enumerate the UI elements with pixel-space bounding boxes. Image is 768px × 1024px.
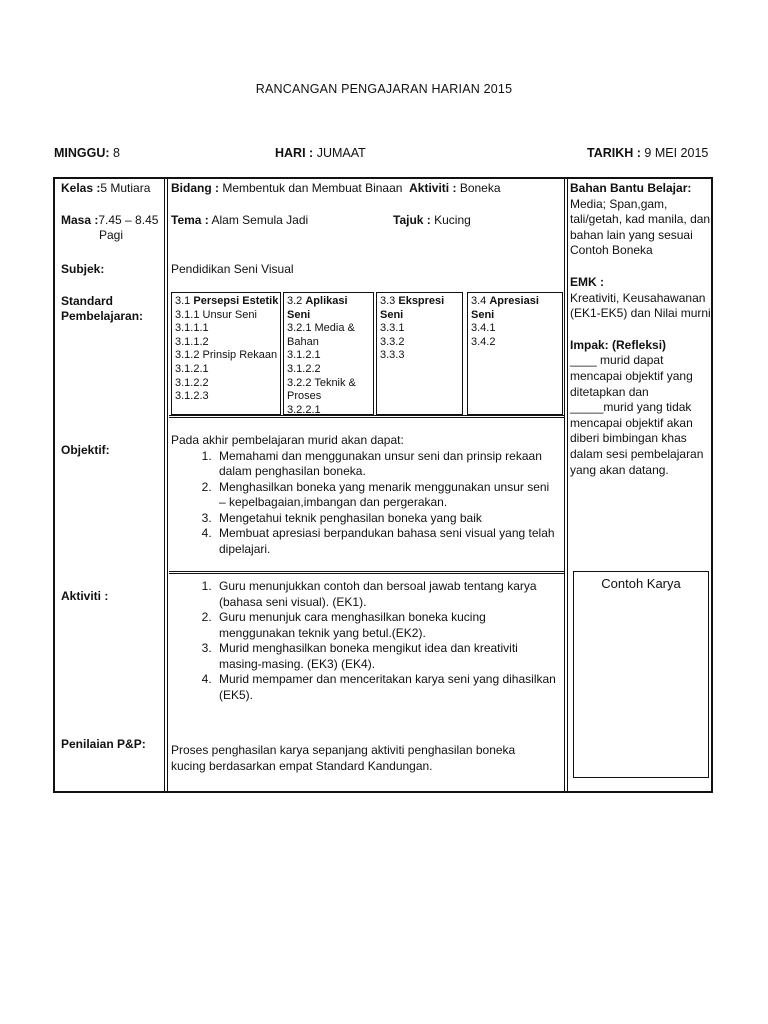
standard-column-aplikasi — [283, 292, 374, 415]
bidang-row — [171, 181, 501, 197]
row-divider — [169, 571, 565, 574]
tajuk-row — [393, 213, 471, 229]
standard-item: 3.3.3 — [380, 349, 405, 362]
hari-label: HARI : — [275, 146, 314, 160]
standard-item: 3.1.2.2 — [287, 362, 321, 375]
standard-label-line1: Standard — [61, 294, 114, 308]
page-title: RANCANGAN PENGAJARAN HARIAN 2015 — [255, 82, 513, 96]
bidang-value: Membentuk dan Membuat Binaan — [222, 181, 403, 195]
masa-value: 7.45 – 8.45 — [98, 213, 159, 227]
bahan-text: Media; Span,gam, tali/getah, kad manila, dan bahan lain yang sesuai Contoh Boneka — [570, 196, 711, 258]
tema-value: Alam Semula Jadi — [211, 213, 309, 227]
standard-heading: 3.3 Ekspresi — [380, 295, 445, 307]
objektif-list — [171, 449, 559, 558]
minggu-value: 8 — [113, 146, 120, 160]
standard-item: 3.4.1 — [471, 322, 496, 335]
lesson-plan-table — [53, 177, 713, 793]
standard-item: 3.2.2.1 — [287, 403, 321, 416]
aktiviti-list — [171, 579, 559, 703]
objektif-label: Objektif: — [61, 443, 110, 457]
standard-item: 3.3.2 — [380, 335, 405, 348]
kelas-label: Kelas : — [61, 181, 101, 195]
emk-text: Kreativiti, Keusahawanan (EK1-EK5) dan Nilai murni — [570, 290, 711, 321]
masa-label: Masa : — [61, 213, 99, 227]
standard-item: Bahan — [287, 335, 319, 348]
column-divider — [164, 179, 168, 791]
aktiviti-item: 3. Murid menghasilkan boneka mengikut idea dan kreativiti masing-masing. (EK3) (EK4). — [215, 641, 559, 672]
standard-item: 3.1.2.2 — [175, 376, 209, 389]
hari-value: JUMAAT — [316, 146, 366, 160]
standard-heading-2: Seni — [471, 308, 495, 321]
masa-row — [61, 213, 158, 243]
objektif-item: 2. Menghasilkan boneka yang menarik menggunakan unsur seni – kepelbagaian,imbangan dan pergerakan. — [215, 480, 559, 511]
tarikh-label: TARIKH : — [587, 146, 641, 160]
aktiviti-item: 1. Guru menunjukkan contoh dan bersoal jawab tentang karya (bahasa seni visual). (EK1). — [215, 579, 559, 610]
standard-label-line2: Pembelajaran: — [61, 309, 144, 323]
aktiviti-label: Aktiviti : — [61, 589, 109, 603]
right-panel — [570, 181, 711, 478]
emk-label: EMK : — [570, 274, 604, 289]
standard-heading: 3.1 Persepsi Estetik — [175, 295, 279, 307]
standard-item: Proses — [287, 390, 322, 403]
tajuk-label: Tajuk : — [393, 213, 431, 227]
standard-item: 3.1.2.1 — [287, 349, 321, 362]
tarikh-value: 9 MEI 2015 — [644, 146, 709, 160]
standard-label — [61, 294, 143, 324]
impak-label: Impak: (Refleksi) — [570, 337, 667, 352]
standard-column-persepsi — [171, 292, 281, 415]
subjek-label: Subjek: — [61, 262, 105, 276]
standard-column-apresiasi — [467, 292, 563, 415]
standard-item: 3.1.1.2 — [175, 335, 209, 348]
objektif-intro: Pada akhir pembelajaran murid akan dapat: — [171, 433, 404, 447]
standard-heading: 3.2 Aplikasi Seni — [287, 295, 348, 321]
contoh-karya-label: Contoh Karya — [601, 576, 681, 591]
tarikh-field — [587, 146, 708, 160]
impak-text: ____ murid dapat mencapai objektif yang ditetapkan dan _____murid yang tidak mencapai objektif akan diberi bimbingan khas dalam sesi pembelajaran yang akan datang. — [570, 353, 704, 477]
standard-heading-2: Seni — [380, 308, 404, 321]
objektif-item: 3. Mengetahui teknik penghasilan boneka yang baik — [215, 511, 559, 527]
minggu-label: MINGGU: — [54, 146, 110, 160]
aktiviti-head-label: Aktiviti : — [409, 181, 457, 195]
minggu-field — [54, 146, 120, 160]
subjek-value: Pendidikan Seni Visual — [171, 262, 294, 276]
column-divider — [564, 179, 568, 791]
objektif-item: 4. Membuat apresiasi berpandukan bahasa seni visual yang telah dipelajari. — [215, 526, 559, 557]
hari-field — [275, 146, 366, 160]
objektif-item: 1. Memahami dan menggunakan unsur seni dan prinsip rekaan dalam penghasilan boneka. — [215, 449, 559, 480]
aktiviti-item: 4. Murid mempamer dan menceritakan karya seni yang dihasilkan (EK5). — [215, 672, 559, 703]
tema-row — [171, 213, 308, 229]
penilaian-text: Proses penghasilan karya sepanjang aktiviti penghasilan boneka kucing berdasarkan empat Standard Kandungan. — [171, 743, 516, 773]
standard-item: 3.1.2.1 — [175, 362, 209, 375]
masa-value-2: Pagi — [99, 228, 124, 242]
aktiviti-item: 2. Guru menunjuk cara menghasilkan boneka kucing menggunakan teknik yang betul.(EK2). — [215, 610, 559, 641]
standard-item: 3.2.2 Teknik & — [287, 376, 356, 389]
standard-grid — [171, 292, 563, 415]
standard-item: 3.4.2 — [471, 335, 496, 348]
standard-item: 3.1.1.1 — [175, 322, 209, 335]
penilaian-label: Penilaian P&P: — [61, 737, 146, 751]
standard-item: 3.2.1 Media & — [287, 322, 355, 335]
tajuk-value: Kucing — [434, 213, 471, 227]
objektif-section — [171, 433, 559, 557]
bahan-label: Bahan Bantu Belajar: — [570, 181, 692, 195]
contoh-karya-box — [573, 571, 709, 778]
standard-item: 3.3.1 — [380, 322, 405, 335]
aktiviti-section — [171, 579, 559, 703]
standard-column-ekspresi — [376, 292, 463, 415]
standard-heading: 3.4 Apresiasi — [471, 295, 539, 307]
standard-item: 3.1.2.3 — [175, 390, 209, 403]
standard-item: 3.1.1 Unsur Seni — [175, 308, 257, 321]
standard-item: 3.1.2 Prinsip Rekaan — [175, 349, 278, 362]
kelas-value: 5 Mutiara — [100, 181, 151, 195]
bidang-label: Bidang : — [171, 181, 219, 195]
kelas-row — [61, 181, 150, 196]
tema-label: Tema : — [171, 213, 209, 227]
aktiviti-head-value: Boneka — [459, 181, 501, 195]
